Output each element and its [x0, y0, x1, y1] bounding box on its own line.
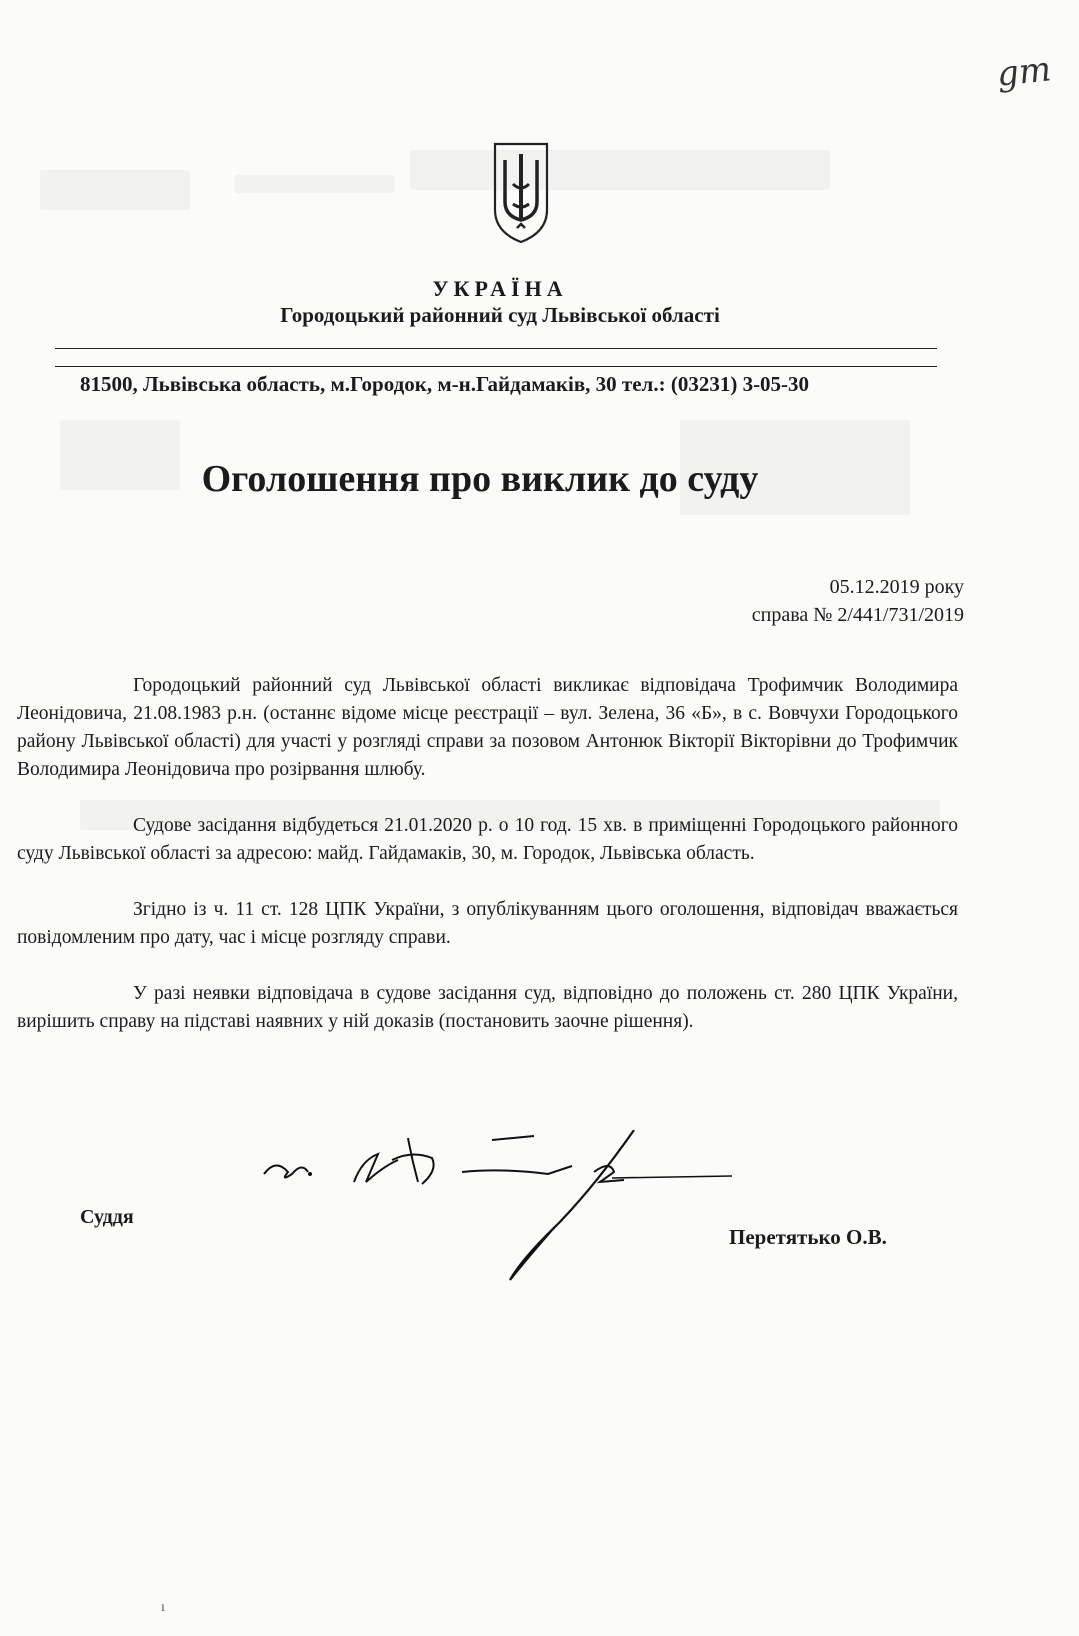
body-paragraph: Городоцький районний суд Львівської області викликає відповідача Трофимчик Володимира Леонідовича, 21.08.1983 р.н. (останнє відоме місце реєстрації – вул. Зелена, 36 «Б», в с. Вовчухи Городоцького району Львівської області) для участі у розгляді справи за позовом Антонюк Вікторії Вікторівни до Трофимчик Володимира Леонідовича про розірвання шлюбу.	[17, 675, 958, 780]
coat-of-arms-icon	[491, 140, 551, 245]
corner-handwriting: gm	[995, 49, 1053, 95]
document-date: 05.12.2019 року	[829, 576, 964, 598]
document-title: Оголошення про виклик до суду	[201, 458, 759, 500]
header-rule-top	[55, 348, 937, 349]
margin-tick: ı	[161, 1600, 165, 1615]
header-rule-bottom	[55, 366, 937, 367]
court-name: Городоцький районний суд Львівської області	[280, 303, 720, 327]
body-paragraph: Згідно із ч. 11 ст. 128 ЦПК України, з опублікуванням цього оголошення, відповідач вважається повідомленим про дату, час і місце розгляду справи.	[17, 899, 958, 948]
case-number: справа № 2/441/731/2019	[751, 604, 964, 626]
judge-name: Перетятько О.В.	[729, 1225, 887, 1249]
body-paragraph: Судове засідання відбудеться 21.01.2020 р. о 10 год. 15 хв. в приміщенні Городоцького районного суду Львівської області за адресою: майд. Гайдамаків, 30, м. Городок, Львівська область.	[17, 815, 958, 864]
judge-label: Суддя	[80, 1206, 134, 1228]
country-heading: УКРАЇНА	[432, 276, 568, 301]
court-address: 81500, Львівська область, м.Городок, м-н.Гайдамаків, 30 тел.: (03231) 3-05-30	[80, 372, 810, 396]
document-body	[17, 672, 958, 1064]
judge-signature	[262, 1130, 732, 1290]
body-paragraph: У разі неявки відповідача в судове засідання суд, відповідно до положень ст. 280 ЦПК України, вирішить справу на підставі наявних у ній доказів (постановить заочне рішення).	[17, 983, 958, 1032]
